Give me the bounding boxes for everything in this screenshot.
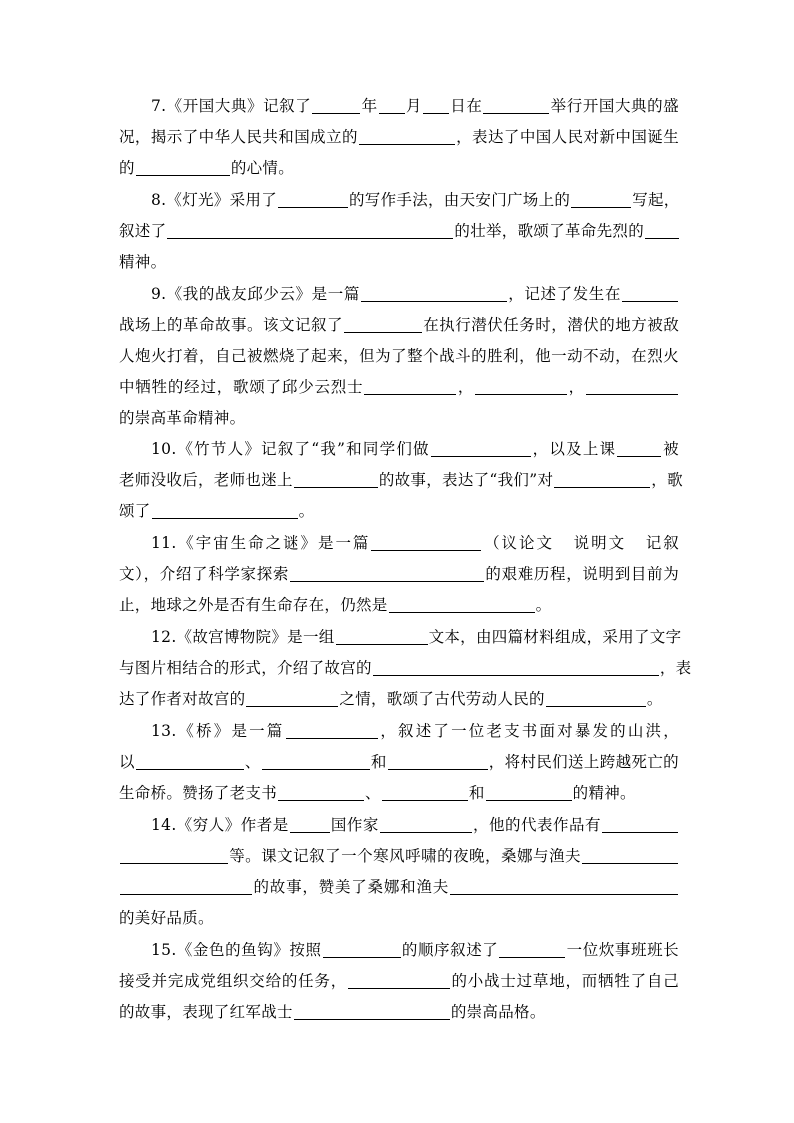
text-line [119, 590, 679, 621]
answer-blank[interactable] [323, 956, 401, 958]
text-segment: 等。课文记叙了一个寒风呼啸的夜晚，桑娜与渔夫 [229, 847, 581, 865]
text-line [119, 310, 679, 341]
text-line [119, 434, 679, 465]
text-segment: ， [568, 378, 585, 396]
text-segment: 人炮火打着，自己被燃烧了起来，但为了整个战斗的胜利，他一动不动，在烈火 [119, 347, 679, 365]
answer-blank[interactable] [379, 112, 405, 114]
text-line [119, 559, 679, 590]
text-segment: 说明文 [571, 534, 627, 552]
text-segment: 。 [298, 502, 315, 520]
text-segment: 的精神。 [572, 784, 636, 802]
text-line [119, 91, 679, 122]
text-segment: 月 [405, 97, 422, 115]
text-segment: 达了作者对故宫的 [119, 690, 246, 708]
question-14 [119, 810, 679, 934]
answer-blank[interactable] [312, 112, 360, 114]
answer-blank[interactable] [582, 862, 678, 864]
answer-blank[interactable] [373, 674, 659, 676]
text-segment: 战场上的革命故事。该文记叙了 [119, 316, 343, 334]
text-segment: 的美好品质。 [119, 909, 214, 927]
text-segment: 日在 [449, 97, 483, 115]
text-segment: 在执行潜伏任务时，潜伏的地方被敌 [423, 316, 679, 334]
text-line [119, 247, 679, 278]
answer-blank[interactable] [499, 956, 565, 958]
text-segment: 、 [244, 753, 261, 771]
text-segment: 15.《金色的鱼钩》按照 [151, 941, 322, 959]
text-line [119, 747, 679, 778]
text-segment: ，他的代表作品有 [472, 816, 601, 834]
answer-blank[interactable] [359, 143, 455, 145]
text-line [119, 903, 679, 934]
text-line [119, 778, 679, 809]
answer-blank[interactable] [475, 393, 567, 395]
text-segment: 被 [662, 440, 679, 458]
text-segment: 精神。 [119, 253, 167, 271]
text-line [119, 966, 679, 997]
question-8 [119, 185, 679, 278]
text-segment: 的顺序叙述了 [401, 941, 499, 959]
text-segment: ， [457, 378, 475, 396]
answer-blank[interactable] [431, 455, 531, 457]
answer-blank[interactable] [286, 737, 378, 739]
text-segment: 和 [468, 784, 485, 802]
text-segment: 颂了 [119, 502, 151, 520]
text-segment: 的故事，表达了“我们”对 [378, 471, 554, 489]
text-line [119, 122, 679, 153]
text-line [119, 528, 679, 559]
text-line [119, 716, 679, 747]
text-line [119, 935, 679, 966]
text-segment: 老师没收后，老师也迷上 [119, 471, 293, 489]
text-line [119, 496, 679, 527]
answer-blank[interactable] [546, 705, 646, 707]
text-segment: 记叙 [644, 534, 680, 552]
answer-blank[interactable] [423, 112, 449, 114]
answer-blank[interactable] [602, 831, 678, 833]
answer-blank[interactable] [450, 893, 678, 895]
text-segment: 国作家 [330, 816, 379, 834]
text-segment: 。 [646, 690, 663, 708]
text-segment: 和 [370, 753, 387, 771]
text-segment: 的崇高革命精神。 [119, 409, 246, 427]
text-segment: ，记述了发生在 [507, 285, 621, 303]
text-segment: 接受并完成党组织交给的任务， [119, 972, 347, 990]
answer-blank[interactable] [120, 862, 228, 864]
answer-blank[interactable] [294, 486, 378, 488]
answer-blank[interactable] [136, 174, 230, 176]
text-segment: 的故事，表现了红军战士 [119, 1003, 293, 1021]
text-segment: 的心情。 [230, 159, 295, 177]
answer-blank[interactable] [388, 768, 488, 770]
answer-blank[interactable] [167, 237, 453, 239]
answer-blank[interactable] [571, 206, 631, 208]
answer-blank[interactable] [586, 393, 678, 395]
text-segment: ，以及上课 [531, 440, 617, 458]
answer-blank[interactable] [136, 768, 244, 770]
text-segment: 的故事，赞美了桑娜和渔夫 [253, 878, 449, 896]
text-segment: 中牺牲的经过，歌颂了邱少云烈士 [119, 378, 364, 396]
text-segment: 年 [361, 97, 378, 115]
answer-blank[interactable] [344, 331, 422, 333]
text-line [119, 216, 679, 247]
answer-blank[interactable] [278, 206, 348, 208]
text-segment: 7.《开国大典》记叙了 [151, 97, 312, 115]
text-line [119, 279, 679, 310]
answer-blank[interactable] [152, 517, 298, 519]
answer-blank[interactable] [645, 237, 679, 239]
text-line [119, 653, 692, 684]
text-segment: 13.《桥》是一篇 [151, 722, 285, 740]
text-segment: 12.《故宫博物院》是一组 [151, 628, 335, 646]
answer-blank[interactable] [371, 549, 481, 551]
question-13 [119, 716, 679, 809]
text-segment: ，表 [659, 659, 692, 677]
answer-blank[interactable] [361, 300, 507, 302]
answer-blank[interactable] [617, 455, 661, 457]
text-line [119, 622, 682, 653]
text-segment: 止，地球之外是否有生命存在，仍然是 [119, 596, 388, 614]
text-segment: 的写作手法，由天安门广场上的 [349, 191, 571, 209]
answer-blank[interactable] [486, 799, 572, 801]
text-line [119, 185, 679, 216]
text-segment: ，表达了中国人民对新中国诞生 [455, 128, 679, 146]
text-line [119, 341, 679, 372]
text-segment: 文），介绍了科学家探索 [119, 565, 290, 583]
answer-blank[interactable] [290, 831, 330, 833]
answer-blank[interactable] [364, 393, 456, 395]
text-line [119, 810, 679, 841]
text-line [119, 997, 679, 1028]
question-9 [119, 279, 679, 434]
answer-blank[interactable] [554, 486, 650, 488]
text-segment: 14.《穷人》作者是 [151, 816, 289, 834]
text-line [119, 841, 679, 872]
answer-blank[interactable] [246, 705, 338, 707]
text-segment: 的小战士过草地，而牺牲了自己 [451, 972, 679, 990]
text-segment: ，歌 [651, 471, 683, 489]
text-line [119, 684, 679, 715]
text-segment: 举行开国大典的盛 [550, 97, 679, 115]
text-segment: 与图片相结合的形式，介绍了故宫的 [119, 659, 372, 677]
text-line [119, 872, 679, 903]
text-segment: （议论文 [482, 534, 554, 552]
answer-blank[interactable] [262, 768, 370, 770]
text-segment: 一位炊事班班长 [566, 941, 679, 959]
answer-blank[interactable] [120, 893, 252, 895]
text-segment: 9.《我的战友邱少云》是一篇 [151, 285, 360, 303]
text-segment: 之情，歌颂了古代劳动人民的 [339, 690, 545, 708]
text-line [119, 465, 683, 496]
text-segment: 叙述了 [119, 222, 167, 240]
answer-blank[interactable] [380, 831, 472, 833]
text-segment: ，将村民们送上跨越死亡的 [488, 753, 679, 771]
question-12 [119, 622, 692, 715]
answer-blank[interactable] [290, 580, 484, 582]
text-segment: 8.《灯光》采用了 [151, 191, 277, 209]
answer-blank[interactable] [278, 799, 364, 801]
question-15 [119, 935, 679, 1028]
text-segment: 的崇高品格。 [450, 1003, 546, 1021]
text-segment: 的艰难历程，说明到目前为 [485, 565, 679, 583]
text-segment: 以 [119, 753, 135, 771]
text-segment: 文本，由四篇材料组成，采用了文字 [428, 628, 682, 646]
question-11 [119, 528, 679, 621]
text-segment: 。 [535, 596, 552, 614]
text-segment: 的壮举，歌颂了革命先烈的 [454, 222, 645, 240]
answer-blank[interactable] [336, 643, 428, 645]
answer-blank[interactable] [382, 799, 468, 801]
question-7 [119, 91, 679, 184]
text-segment: 、 [365, 784, 381, 802]
answer-blank[interactable] [483, 112, 549, 114]
answer-blank[interactable] [348, 987, 450, 989]
text-line [119, 153, 679, 184]
text-line [119, 372, 679, 403]
answer-blank[interactable] [294, 1018, 450, 1020]
text-segment: 况，揭示了中华人民共和国成立的 [119, 128, 358, 146]
text-segment: 10.《竹节人》记叙了“我”和同学们做 [151, 440, 430, 458]
text-segment: 写起， [632, 191, 680, 209]
answer-blank[interactable] [389, 611, 535, 613]
text-segment: 11.《宇宙生命之谜》是一篇 [151, 534, 371, 552]
text-line [119, 403, 679, 434]
text-segment: 生命桥。赞扬了老支书 [119, 784, 278, 802]
text-segment: 的 [119, 159, 135, 177]
text-segment: ，叙述了一位老支书面对暴发的山洪， [378, 722, 679, 740]
question-10 [119, 434, 683, 527]
answer-blank[interactable] [622, 300, 678, 302]
